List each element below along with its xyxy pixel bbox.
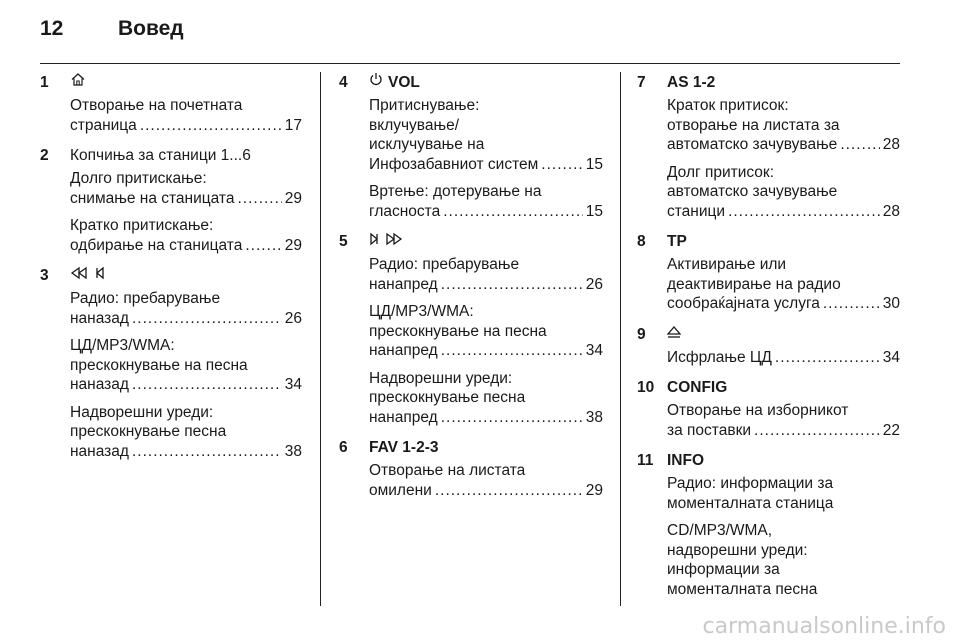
page-reference	[369, 155, 603, 175]
page-reference	[369, 202, 603, 222]
entry-description	[667, 348, 900, 368]
page-reference	[70, 309, 302, 329]
reference-text: автоматско зачувување	[667, 136, 838, 153]
home-icon	[70, 70, 86, 96]
page-reference	[70, 442, 302, 462]
reference-text: Инфозабавниот систем	[369, 155, 539, 173]
reference-page-number: 34	[284, 376, 302, 393]
reference-text: Исфрлање ЦД	[667, 348, 772, 366]
reference-page-number: 26	[284, 309, 302, 327]
reference-text: снимање на станицата	[70, 189, 235, 207]
dot-leader	[754, 421, 880, 441]
entry-number: 5	[339, 233, 348, 250]
column-divider-2	[620, 72, 621, 606]
entry-description	[369, 96, 603, 174]
reference-text: нанапред	[369, 342, 438, 359]
entry-label	[369, 229, 403, 255]
entry-description	[70, 336, 302, 395]
reference-page-number: 15	[585, 202, 603, 220]
reference-page-number: 28	[882, 202, 900, 220]
page-reference	[667, 135, 900, 155]
page-reference	[667, 348, 900, 368]
entry-description	[70, 96, 302, 135]
page-reference	[70, 236, 302, 256]
manual-entry	[637, 70, 900, 221]
reference-page-number: 34	[585, 342, 603, 359]
reference-text: за поставки	[667, 421, 752, 439]
description-line: Отворање на листата	[369, 462, 526, 479]
reference-text: омилени	[369, 481, 432, 499]
reference-text: одбирање на станицата	[70, 236, 243, 254]
reference-page-number: 29	[585, 481, 603, 499]
manual-entry	[637, 448, 900, 599]
description-line: автоматско зачувување	[667, 183, 838, 200]
description-line: Отворање на почетната	[70, 97, 243, 114]
entry-description	[70, 289, 302, 328]
description-line: ЦД/MP3/WMA:	[70, 337, 175, 354]
manual-entry	[637, 375, 900, 440]
entry-label-text: INFO	[667, 452, 705, 469]
reference-page-number: 34	[882, 348, 900, 366]
entry-number: 6	[339, 439, 348, 456]
entry-description	[369, 302, 603, 361]
entry-label	[667, 448, 704, 474]
entry-heading	[637, 448, 900, 474]
description-line: Надворешни уреди:	[369, 369, 513, 387]
reference-text: сообраќајната услуга	[667, 295, 820, 312]
entry-number: 1	[40, 74, 49, 91]
page-number: 12	[40, 17, 64, 40]
reference-text: станици	[667, 202, 726, 220]
dot-leader	[140, 116, 282, 136]
description-line: исклучување на	[369, 136, 485, 153]
entry-heading	[637, 322, 900, 348]
manual-entry	[40, 263, 302, 461]
reference-text: гласноста	[369, 202, 441, 220]
entry-description	[667, 163, 900, 222]
description-line: Кратко притискање:	[70, 217, 214, 234]
reference-page-number: 29	[284, 189, 302, 207]
reference-page-number: 28	[882, 136, 900, 153]
page-reference	[667, 294, 900, 314]
description-line: CD/MP3/WMA,	[667, 522, 773, 539]
description-line: Радио: информации за	[667, 475, 834, 492]
entry-number: 7	[637, 74, 646, 91]
entry-heading	[339, 229, 603, 255]
entry-label	[369, 70, 420, 96]
description-line: Радио: пребарување	[369, 256, 520, 273]
page-reference	[70, 375, 302, 395]
column-1	[40, 70, 302, 607]
page-reference	[70, 189, 302, 209]
description-line: деактивирање на радио	[667, 275, 841, 293]
dot-leader	[541, 155, 582, 175]
description-line: Притиснување:	[369, 97, 480, 114]
reference-page-number: 30	[882, 295, 900, 312]
manual-entry	[339, 435, 603, 500]
description-line: отворање на листата за	[667, 116, 840, 134]
dot-leader	[728, 202, 880, 222]
entry-heading	[40, 143, 302, 169]
entry-label	[70, 263, 104, 289]
entry-description	[369, 369, 603, 428]
manual-entry	[637, 322, 900, 368]
column-divider-1	[320, 72, 321, 606]
manual-entry	[40, 143, 302, 255]
entry-heading	[40, 263, 302, 289]
manual-entry	[40, 70, 302, 135]
description-line: Долг притисок:	[667, 163, 775, 181]
entry-label	[667, 229, 687, 255]
entry-description	[667, 521, 900, 599]
entry-number: 10	[637, 379, 655, 396]
dot-leader	[443, 202, 583, 222]
reference-page-number: 38	[284, 442, 302, 460]
description-line: моменталната песна	[667, 580, 818, 598]
power-icon	[369, 70, 383, 96]
dot-leader	[840, 135, 879, 155]
description-line: Надворешни уреди:	[70, 403, 214, 421]
page-reference	[667, 202, 900, 222]
column-2	[339, 70, 603, 607]
entry-description	[70, 216, 302, 255]
entry-heading	[339, 435, 603, 461]
entry-description	[369, 182, 603, 221]
reference-text: страница	[70, 116, 137, 134]
description-line: Долго притискање:	[70, 170, 207, 187]
seek-forward-icon	[369, 229, 403, 255]
entry-description	[369, 461, 603, 500]
reference-page-number: 17	[284, 116, 302, 134]
entry-number: 9	[637, 325, 646, 343]
reference-text: наназад	[70, 376, 129, 393]
dot-leader	[441, 275, 583, 295]
reference-page-number: 22	[882, 421, 900, 439]
entry-description	[667, 401, 900, 440]
page-header	[40, 17, 184, 41]
description-line: Радио: пребарување	[70, 290, 221, 307]
reference-text: нанапред	[369, 408, 438, 426]
watermark: carmanualsonline.info	[702, 614, 946, 639]
description-line: прескокнување на песна	[369, 322, 547, 340]
dot-leader	[441, 341, 583, 361]
entry-label	[70, 143, 251, 169]
description-line: прескокнување песна	[369, 389, 526, 406]
manual-entry	[339, 70, 603, 221]
reference-page-number: 26	[585, 275, 603, 293]
entry-heading	[637, 375, 900, 401]
page-reference	[369, 275, 603, 295]
entry-heading	[637, 70, 900, 96]
entry-description	[667, 255, 900, 314]
page-reference	[667, 421, 900, 441]
entry-description	[667, 474, 900, 513]
page-reference	[369, 481, 603, 501]
eject-icon	[667, 322, 681, 348]
dot-leader	[245, 236, 281, 256]
description-line: информации за	[667, 561, 780, 578]
manual-entry	[637, 229, 900, 314]
page-reference	[369, 341, 603, 361]
entry-description	[369, 255, 603, 294]
entry-label	[667, 70, 715, 96]
entry-inline-text: Копчиња за станици 1...6	[70, 147, 251, 164]
entry-description	[667, 96, 900, 155]
entry-number: 2	[40, 147, 49, 164]
entry-number: 8	[637, 233, 646, 250]
entry-heading	[637, 229, 900, 255]
entry-heading	[40, 70, 302, 96]
page-reference	[70, 116, 302, 136]
reference-text: нанапред	[369, 275, 438, 293]
description-line: Отворање на изборникот	[667, 402, 849, 419]
header-rule	[40, 63, 900, 64]
manual-entry	[339, 229, 603, 427]
description-line: ЦД/MP3/WMA:	[369, 303, 474, 320]
dot-leader	[441, 408, 583, 428]
reference-page-number: 15	[585, 155, 603, 173]
dot-leader	[237, 189, 281, 209]
entry-label-text: AS 1-2	[667, 74, 716, 91]
dot-leader	[435, 481, 583, 501]
description-line: моменталната станица	[667, 494, 834, 512]
entry-number: 4	[339, 74, 348, 91]
description-line: вклучување/	[369, 116, 460, 134]
description-line: прескокнување песна	[70, 423, 227, 440]
description-line: Активирање или	[667, 256, 787, 273]
dot-leader	[132, 375, 282, 395]
dot-leader	[775, 348, 880, 368]
reference-page-number: 38	[585, 408, 603, 426]
description-line: Вртење: дотерување на	[369, 183, 542, 200]
entry-label-text: CONFIG	[667, 379, 728, 396]
reference-text: наназад	[70, 309, 129, 327]
column-3	[637, 70, 900, 607]
dot-leader	[132, 309, 282, 329]
entry-description	[70, 169, 302, 208]
entry-number: 3	[40, 267, 49, 284]
page-reference	[369, 408, 603, 428]
page-title: Вовед	[118, 17, 184, 40]
entry-description	[70, 403, 302, 462]
entry-number: 11	[637, 452, 654, 469]
description-line: прескокнување на песна	[70, 356, 248, 374]
entry-label	[667, 322, 681, 348]
entry-heading	[339, 70, 603, 96]
dot-leader	[132, 442, 282, 462]
entry-label-text: FAV 1-2-3	[369, 439, 439, 456]
reference-page-number: 29	[284, 236, 302, 254]
entry-label-text: VOL	[388, 74, 420, 92]
entry-label-text: TP	[667, 233, 687, 250]
entry-label	[369, 435, 439, 461]
dot-leader	[823, 294, 880, 314]
entry-label	[667, 375, 727, 401]
entry-label	[70, 70, 86, 96]
reference-text: наназад	[70, 442, 129, 460]
description-line: Краток притисок:	[667, 97, 789, 114]
description-line: надворешни уреди:	[667, 541, 808, 559]
seek-back-icon	[70, 263, 104, 289]
